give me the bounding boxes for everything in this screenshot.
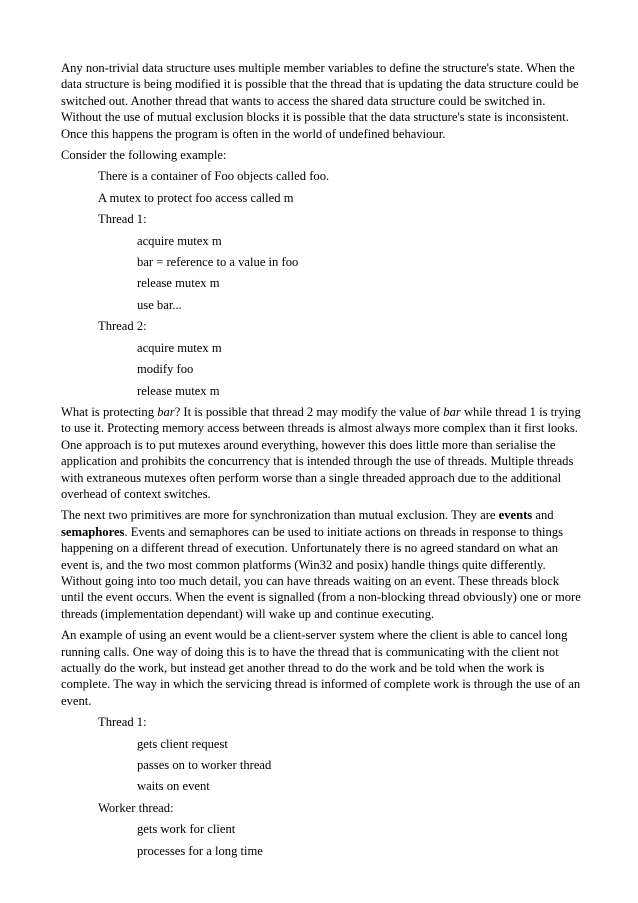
thread-1-step: gets client request bbox=[137, 736, 228, 751]
thread-1-step: release mutex m bbox=[137, 276, 220, 291]
thread-2-label: Thread 2: bbox=[98, 319, 147, 334]
thread-1-step: acquire mutex m bbox=[137, 233, 222, 248]
italic-term-bar: bar bbox=[157, 404, 175, 419]
bold-term-events: events bbox=[498, 508, 533, 523]
mutex-example bbox=[61, 168, 581, 398]
paragraph-events-semaphores bbox=[61, 507, 581, 622]
italic-term-bar: bar bbox=[443, 404, 461, 419]
text-run: ? It is possible that thread 2 may modify the value of bbox=[174, 404, 444, 419]
text-run: The next two primitives are more for synchronization than mutual exclusion. They are bbox=[61, 508, 499, 523]
text-run: . Events and semaphores can be used to initiate actions on threads in response to things happening on a different thread of execution. Unfortunately there is no agreed standard on what an event is, and the two most common platforms (Win32 and posix) handle things quite differently. Without going into too much detail, you can have threads waiting on an event. These threads block until the event occurs. When the event is signalled (from a non-blocking thread obviously) one or more threads (implementation dependant) will wake up and continue executing. bbox=[61, 524, 581, 621]
thread-2-step: acquire mutex m bbox=[137, 340, 222, 355]
paragraph-data-structure-state: Any non-trivial data structure uses multiple member variables to define the structure's state. When the data structure is being modified it is possible that the thread that is updating the data structure could be switched out. Another thread that wants to access the shared data structure could be switched in. Without the use of mutual exclusion blocks it is possible that the data structure's state is inconsistent. Once this happens the program is often in the world of undefined behaviour. bbox=[61, 61, 579, 141]
text-run: and bbox=[532, 508, 554, 523]
thread-1-step: waits on event bbox=[137, 779, 210, 794]
thread-1-label: Thread 1: bbox=[98, 715, 147, 730]
thread-2-step: modify foo bbox=[137, 362, 194, 377]
paragraph-consider-example: Consider the following example: bbox=[61, 148, 227, 163]
text-run: while thread 1 is trying to use it. Protecting memory access between threads is almost always more complex than it first looks. One approach is to put mutexes around everything, however this does little more than serialise the application and prohibits the concurrency that is intended through the use of threads. Multiple threads with extraneous mutexes often perform worse than a single threaded approach due to the additional overhead of context switches. bbox=[61, 404, 581, 501]
document-body bbox=[61, 60, 581, 864]
thread-1-step: passes on to worker thread bbox=[137, 758, 272, 773]
thread-1-step: use bar... bbox=[137, 297, 182, 312]
thread-1-label: Thread 1: bbox=[98, 212, 147, 227]
thread-2-step: release mutex m bbox=[137, 383, 220, 398]
paragraph-event-example: An example of using an event would be a client-server system where the client is able to cancel long running calls. One way of doing this is to have the thread that is communicating with the client not actually do the work, but instead get another thread to do the work and be told when the work is complete. The way in which the servicing thread is informed of complete work is through the use of an event. bbox=[61, 628, 581, 708]
example-line-container: There is a container of Foo objects called foo. bbox=[98, 169, 330, 184]
text-run: What is protecting bbox=[61, 404, 158, 419]
example-line-mutex: A mutex to protect foo access called m bbox=[98, 190, 294, 205]
thread-1-step: bar = reference to a value in foo bbox=[137, 255, 299, 270]
bold-term-semaphores: semaphores bbox=[61, 524, 125, 539]
worker-thread-step: gets work for client bbox=[137, 822, 236, 837]
paragraph-protecting-bar bbox=[61, 404, 581, 502]
worker-thread-step: processes for a long time bbox=[137, 843, 263, 858]
event-example bbox=[61, 714, 581, 859]
worker-thread-label: Worker thread: bbox=[98, 800, 174, 815]
